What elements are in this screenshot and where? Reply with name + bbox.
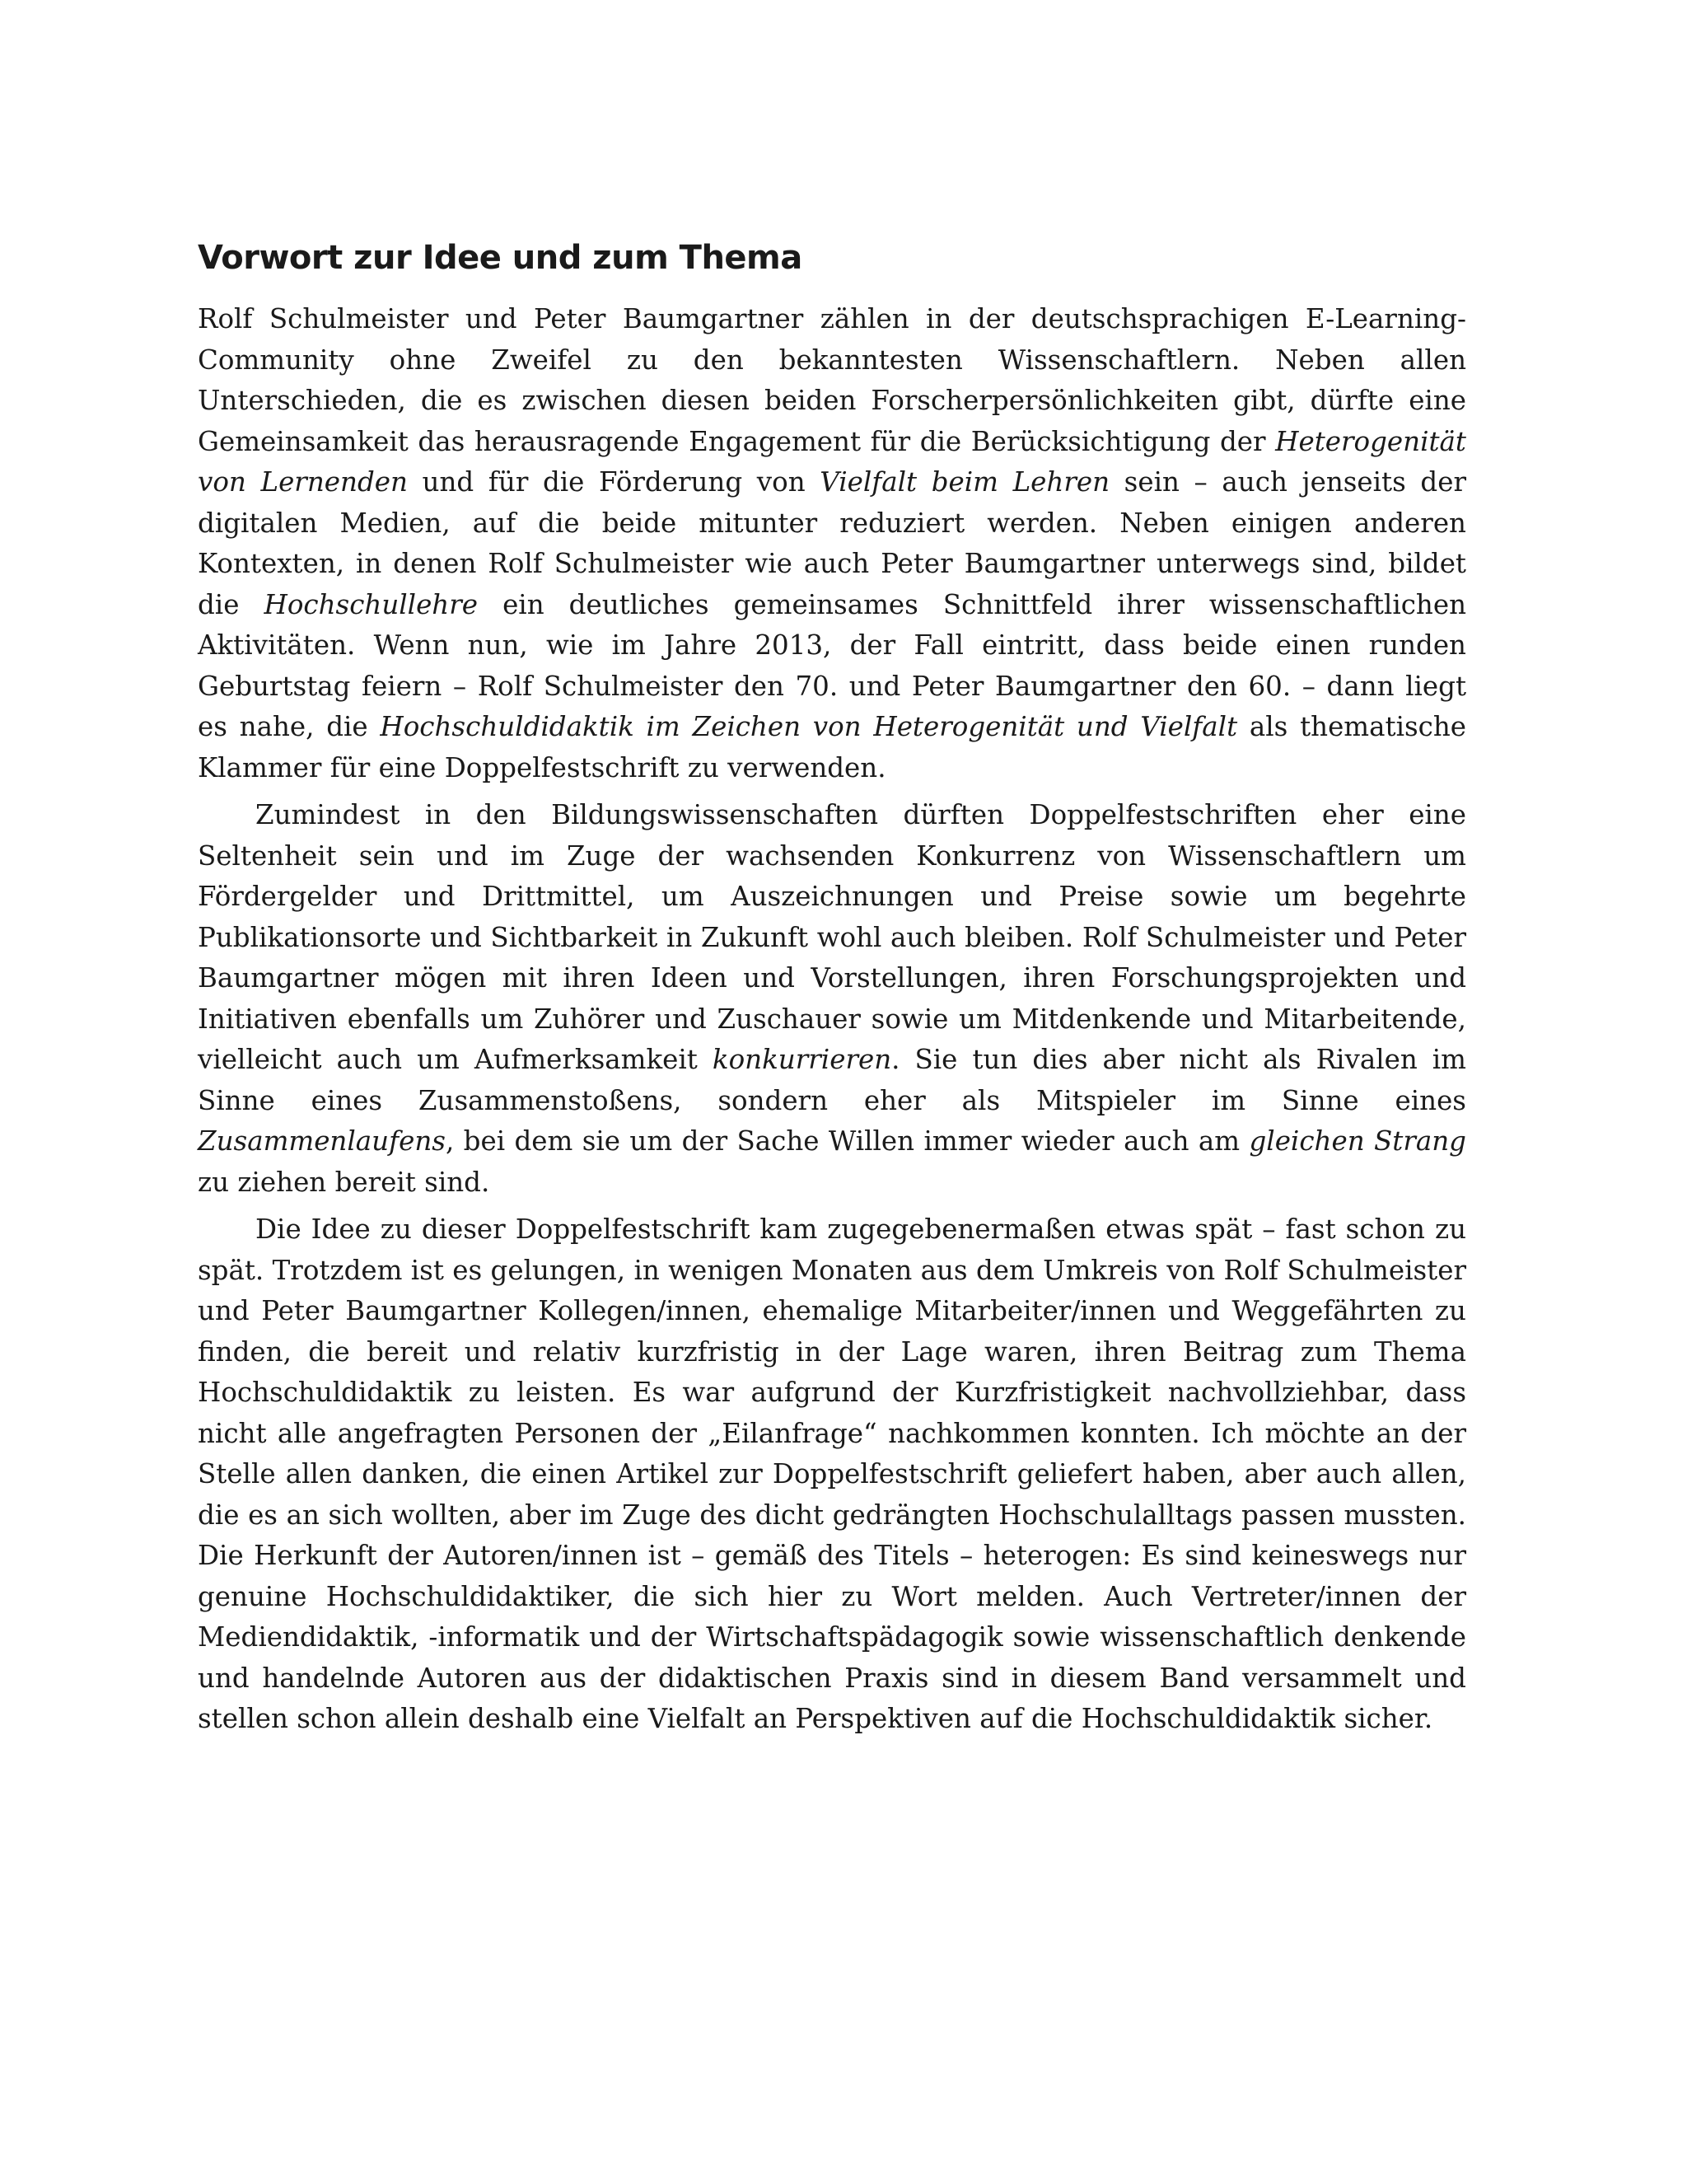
emphasis-text: Heterogenität von Lernenden <box>198 425 1466 498</box>
paragraph-2 <box>198 795 1466 1203</box>
emphasis-text: Hochschuldidaktik im Zeichen von Heterogenität und Vielfalt <box>380 711 1238 742</box>
text-segment: ein deutliches gemeinsames Schnittfeld ihrer wissenschaftlichen Aktivitäten. Wenn nun, wie im Jahre 2013, der Fall eintritt, dass beide einen runden Geburtstag feiern – Rolf Schulmeister den 70. und Peter Baumgartner den 60. – dann liegt es nahe, die <box>198 588 1467 742</box>
emphasis-text: Vielfalt beim Lehren <box>820 466 1110 498</box>
paragraph-3 <box>198 1209 1466 1740</box>
paragraph-1 <box>198 299 1466 788</box>
emphasis-text: gleichen Strang <box>1249 1125 1466 1157</box>
document-page <box>198 235 1466 1747</box>
page-title: Vorwort zur Idee und zum Thema <box>198 239 802 277</box>
text-segment: Zumindest in den Bildungswissenschaften dürften Doppelfestschriften eher eine Seltenheit sein und im Zuge der wachsenden Konkurrenz von Wissenschaftlern um Fördergelder und Drittmittel, um Auszeichnungen und Preise sowie um begehrte Publikationsorte und Sichtbarkeit in Zukunft wohl auch bleiben. Rolf Schulmeister und Peter Baumgartner mögen mit ihren Ideen und Vorstellungen, ihren Forschungsprojekten und Initiativen ebenfalls um Zuhörer und Zuschauer sowie um Mitdenkende und Mitarbeitende, vielleicht auch um Aufmerksamkeit <box>198 799 1466 1075</box>
emphasis-text: Hochschullehre <box>264 588 479 620</box>
text-segment: zu ziehen bereit sind. <box>198 1166 490 1198</box>
text-segment: und für die Förderung von <box>407 466 820 498</box>
text-segment: als thematische Klammer für eine Doppelfestschrift zu verwenden. <box>198 711 1467 783</box>
emphasis-text: Zusammenlaufens <box>198 1125 446 1157</box>
text-segment: , bei dem sie um der Sache Willen immer wieder auch am <box>445 1125 1250 1157</box>
text-segment: sein – auch jenseits der digitalen Medien, auf die beide mitunter reduziert werden. Neben einigen anderen Kontexten, in denen Rolf Schulmeister wie auch Peter Baumgartner unterwegs sind, bildet die <box>198 466 1467 620</box>
text-segment: Die Idee zu dieser Doppelfestschrift kam zugegebenermaßen etwas spät – fast schon zu spät. Trotzdem ist es gelungen, in wenigen Monaten aus dem Umkreis von Rolf Schulmeister und Peter Baumgartner Kollegen/innen, ehemalige Mitarbeiter/innen und Weggefährten zu finden, die bereit und relativ kurzfristig in der Lage waren, ihren Beitrag zum Thema Hochschuldidaktik zu leisten. Es war aufgrund der Kurzfristigkeit nachvollziehbar, dass nicht alle angefragten Personen der „Eilanfrage“ nachkommen konnten. Ich möchte an der Stelle allen danken, die einen Artikel zur Doppelfestschrift geliefert haben, aber auch allen, die es an sich wollten, aber im Zuge des dicht gedrängten Hochschulalltags passen mussten. Die Herkunft der Autoren/innen ist – gemäß des Titels – heterogen: Es sind keineswegs nur genuine Hochschuldidaktiker, die sich hier zu Wort melden. Auch Vertreter/innen der Mediendidaktik, -informatik und der Wirtschaftspädagogik sowie wissenschaftlich denkende und handelnde Autoren aus der didaktischen Praxis sind in diesem Band versammelt und stellen schon allein deshalb eine Vielfalt an Perspektiven auf die Hochschuldidaktik sicher. <box>198 1214 1466 1734</box>
emphasis-text: konkurrieren <box>712 1044 892 1075</box>
text-segment: . Sie tun dies aber nicht als Rivalen im Sinne eines Zusammenstoßens, sondern eher als Mitspieler im Sinne eines <box>198 1044 1467 1116</box>
text-segment: Rolf Schulmeister und Peter Baumgartner zählen in der deutschsprachigen E-Learning-Community ohne Zweifel zu den bekanntesten Wissenschaftlern. Neben allen Unterschieden, die es zwischen diesen beiden Forscherpersönlichkeiten gibt, dürfte eine Gemeinsamkeit das herausragende Engagement für die Berücksichtigung der <box>198 303 1466 457</box>
